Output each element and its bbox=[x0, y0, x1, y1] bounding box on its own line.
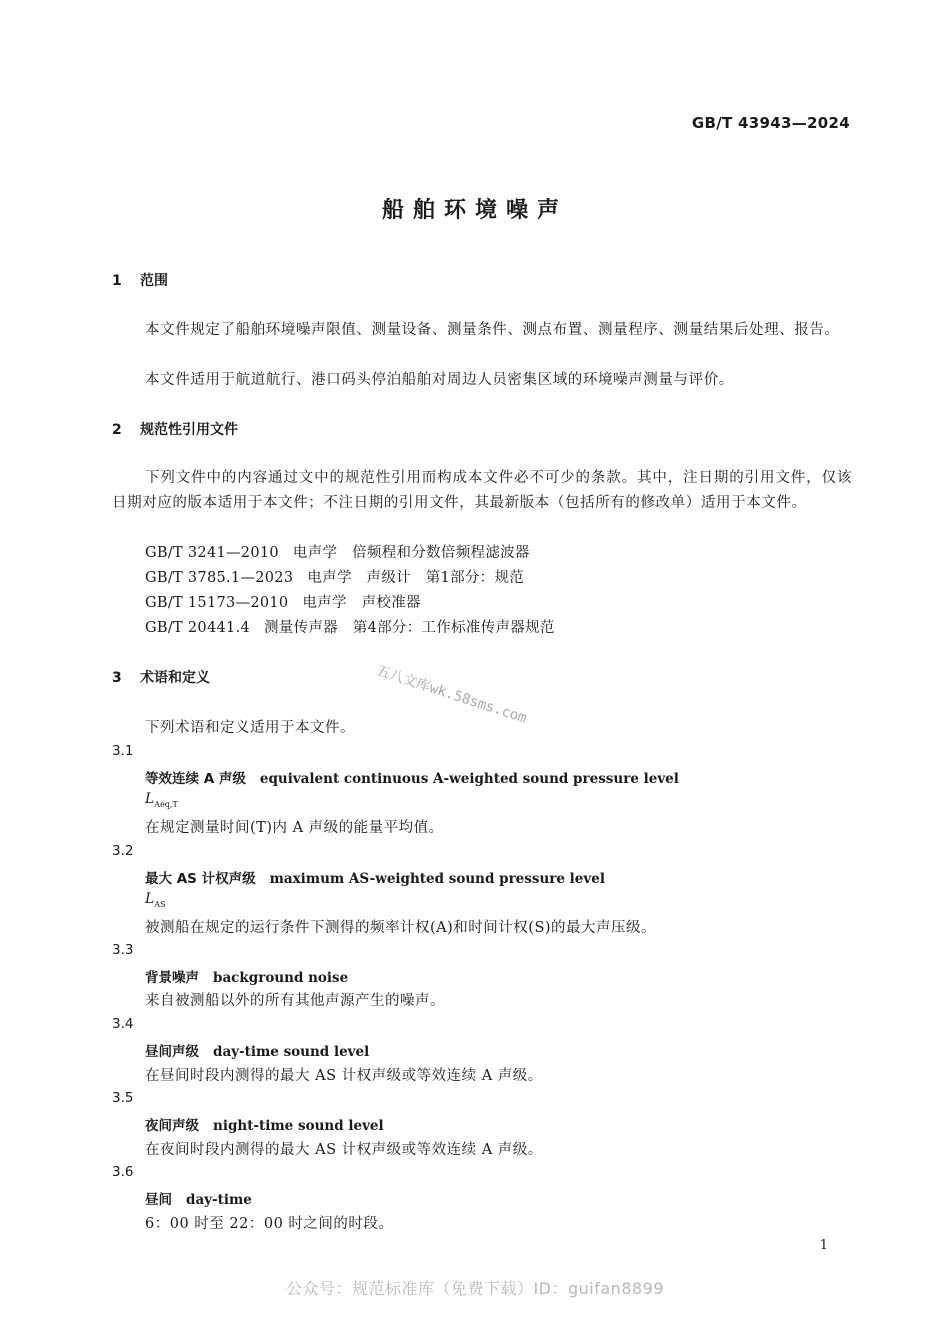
reference-code: GB/T 3241—2010 bbox=[145, 545, 279, 561]
term-definition: 被测船在规定的运行条件下测得的频率计权(A)和时间计权(S)的最大声压级。 bbox=[145, 920, 657, 936]
section-1-heading bbox=[112, 270, 168, 290]
term-heading bbox=[145, 767, 679, 787]
reference-item bbox=[145, 566, 538, 587]
reference-title: 电声学 声校准器 bbox=[302, 595, 421, 611]
page-number: 1 bbox=[819, 1238, 828, 1253]
term-definition: 在昼间时段内测得的最大 AS 计权声级或等效连续 A 声级。 bbox=[145, 1068, 543, 1084]
term-heading bbox=[145, 867, 605, 887]
term-zh: 最大 AS 计权声级 bbox=[145, 871, 256, 887]
reference-code: GB/T 20441.4 bbox=[145, 620, 250, 636]
section-number: 1 bbox=[112, 273, 122, 289]
term-en: day-time sound level bbox=[213, 1044, 370, 1060]
term-zh: 背景噪声 bbox=[145, 970, 199, 986]
term-en: day-time bbox=[186, 1192, 252, 1208]
reference-title: 测量传声器 第4部分：工作标准传声器规范 bbox=[263, 620, 555, 636]
terms-intro: 下列术语和定义适用于本文件。 bbox=[145, 720, 355, 736]
footer-notice: 公众号：规范标准库（免费下载）ID：guifan8899 bbox=[285, 1279, 665, 1298]
section-title: 术语和定义 bbox=[140, 670, 210, 686]
reference-item bbox=[145, 591, 435, 612]
term-zh: 昼间 bbox=[145, 1192, 172, 1208]
standard-code: GB/T 43943—2024 bbox=[691, 114, 850, 132]
reference-item bbox=[145, 541, 544, 562]
document-title: 船舶环境噪声 bbox=[381, 198, 568, 223]
section-title: 规范性引用文件 bbox=[140, 422, 238, 438]
term-en: equivalent continuous A-weighted sound pressure level bbox=[259, 771, 679, 787]
watermark: 五八文库wk.58sms.com bbox=[374, 662, 529, 727]
term-number: 3.4 bbox=[112, 1016, 134, 1032]
term-number: 3.1 bbox=[112, 743, 134, 759]
term-zh: 夜间声级 bbox=[145, 1118, 199, 1134]
term-heading bbox=[145, 966, 348, 986]
term-number: 3.2 bbox=[112, 843, 134, 859]
reference-item bbox=[145, 616, 569, 637]
normative-references-paragraph: 下列文件中的内容通过文中的规范性引用而构成本文件必不可少的条款。其中，注日期的引用文件，仅该日期对应的版本适用于本文件；不注日期的引用文件，其最新版本（包括所有的修改单）适用于本文件。 bbox=[112, 470, 852, 511]
term-symbol: $L_{AS}$ bbox=[145, 891, 166, 909]
reference-title: 电声学 倍频程和分数倍频程滤波器 bbox=[292, 545, 530, 561]
reference-code: GB/T 15173—2010 bbox=[145, 595, 289, 611]
section-2-heading bbox=[112, 419, 238, 439]
scope-paragraph-1: 本文件规定了船舶环境噪声限值、测量设备、测量条件、测点布置、测量程序、测量结果后处理、报告。 bbox=[145, 322, 840, 338]
section-title: 范围 bbox=[140, 273, 168, 289]
term-number: 3.6 bbox=[112, 1164, 134, 1180]
term-zh: 等效连续 A 声级 bbox=[145, 771, 246, 787]
term-definition: 6：00 时至 22：00 时之间的时段。 bbox=[145, 1216, 394, 1232]
term-number: 3.3 bbox=[112, 942, 134, 958]
section-number: 2 bbox=[112, 422, 122, 438]
reference-code: GB/T 3785.1—2023 bbox=[145, 570, 294, 586]
term-definition: 来自被测船以外的所有其他声源产生的噪声。 bbox=[145, 993, 445, 1009]
term-number: 3.5 bbox=[112, 1090, 134, 1106]
section-number: 3 bbox=[112, 670, 122, 686]
term-heading bbox=[145, 1188, 252, 1208]
term-zh: 昼间声级 bbox=[145, 1044, 199, 1060]
term-en: night-time sound level bbox=[213, 1118, 384, 1134]
term-heading bbox=[145, 1114, 384, 1134]
term-en: maximum AS-weighted sound pressure level bbox=[269, 871, 605, 887]
scope-paragraph-2: 本文件适用于航道航行、港口码头停泊船舶对周边人员密集区域的环境噪声测量与评价。 bbox=[145, 372, 734, 388]
section-3-heading bbox=[112, 667, 210, 687]
term-en: background noise bbox=[213, 970, 349, 986]
term-heading bbox=[145, 1040, 369, 1060]
term-definition: 在规定测量时间(T)内 A 声级的能量平均值。 bbox=[145, 820, 444, 836]
reference-title: 电声学 声级计 第1部分：规范 bbox=[307, 570, 525, 586]
term-definition: 在夜间时段内测得的最大 AS 计权声级或等效连续 A 声级。 bbox=[145, 1142, 543, 1158]
term-symbol: $L_{Aeq,T}$ bbox=[145, 791, 178, 809]
